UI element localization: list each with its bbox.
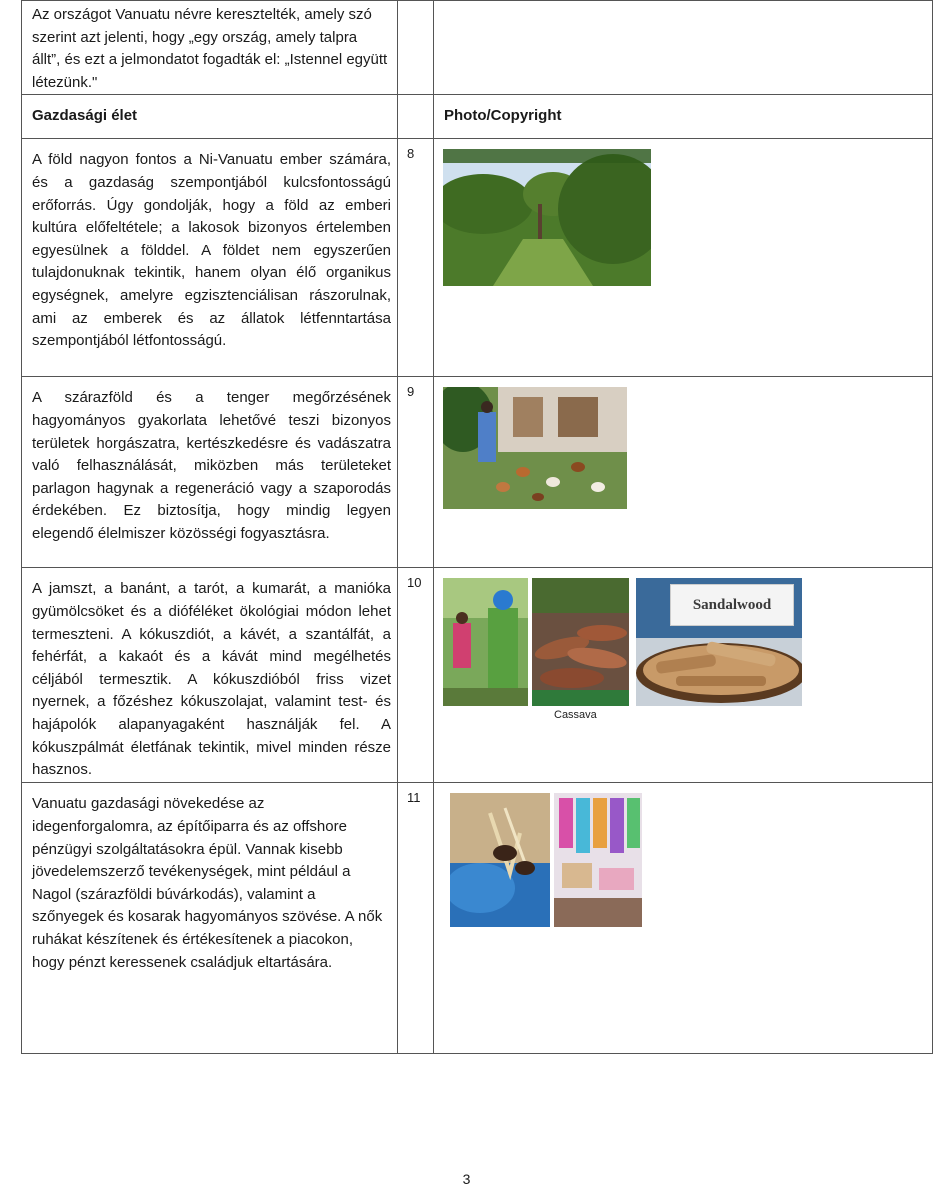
row10-num-cell xyxy=(398,568,434,783)
row11-text-cell xyxy=(22,783,398,1054)
row9-text: A szárazföld és a tenger megőrzésének hagyományos gyakorlata lehetővé teszi bizonyos területek horgászatra, kertészkedésre és vadászatra való felhasználását, miközben más területeket parlagon hagynak a regeneráció vagy a szaporodás érdekében. Ez biztosítja, hogy mindig legyen elegendő élelmiszer közösségi fogyasztásra. xyxy=(32,389,391,542)
women-market-photo xyxy=(443,578,528,706)
row9-num-cell xyxy=(398,377,434,568)
cassava-photo xyxy=(532,578,629,706)
garden-photo xyxy=(443,149,651,286)
row8-number: 8 xyxy=(407,146,415,162)
content-table xyxy=(21,0,933,1054)
table-row xyxy=(22,783,933,1054)
row11-photo-cell xyxy=(434,783,933,1054)
row10-number: 10 xyxy=(407,575,422,591)
row9-number: 9 xyxy=(407,384,415,400)
section-title: Gazdasági élet xyxy=(32,107,138,125)
intro-text: Az országot Vanuatu névre keresztelték, amely szó szerint azt jelenti, hogy „egy ország, amely talpra állt”, és ezt a jelmondatot fogadták el: „Istennel együtt létezünk." xyxy=(32,6,388,91)
row10-photo-cell xyxy=(434,568,933,783)
table-row xyxy=(22,568,933,783)
photo-title-cell xyxy=(434,95,933,139)
row8-num-cell xyxy=(398,139,434,377)
row10-text-cell xyxy=(22,568,398,783)
header-row xyxy=(22,95,933,139)
row11-text: Vanuatu gazdasági növekedése az idegenforgalomra, az építőiparra és az offshore pénzügyi szolgáltatásokra épül. Vannak kisebb jövedelemszerző tevékenységek, mint például a Nagol (szárazföldi búvárkodás), valamint a szőnyegek és kosarak hagyományos szövése. A nők ruhákat készítenek és értékesítenek a piacokon, hogy pénzt keressenek családjuk eltartására. xyxy=(32,795,383,971)
intro-row xyxy=(22,1,933,95)
row11-number: 11 xyxy=(407,790,421,806)
photo-copyright-title: Photo/Copyright xyxy=(444,107,562,125)
intro-text-cell xyxy=(22,1,398,95)
sandalwood-sign: Sandalwood xyxy=(670,584,794,626)
row9-text-cell xyxy=(22,377,398,568)
market-stall-photo xyxy=(554,793,642,927)
page-number: 3 xyxy=(462,1171,471,1187)
header-num-cell xyxy=(398,95,434,139)
table-row xyxy=(22,377,933,568)
intro-num-cell xyxy=(398,1,434,95)
intro-photo-cell xyxy=(434,1,933,95)
row8-text-cell xyxy=(22,139,398,377)
row8-photo-cell xyxy=(434,139,933,377)
table-row xyxy=(22,139,933,377)
section-title-cell xyxy=(22,95,398,139)
cassava-caption: Cassava xyxy=(554,709,597,722)
weaving-photo xyxy=(450,793,550,927)
chickens-photo xyxy=(443,387,627,509)
row8-text: A föld nagyon fontos a Ni-Vanuatu ember számára, és a gazdaság szempontjából kulcsfontosságú erőforrás. Úgy gondolják, hogy a föld az emberi kultúra előfeltétele; a lakosok bizonyos értelemben egyesülnek a földdel. A földet nem egyszerűen tulajdonuknak tekintik, hanem olyan élő organikus egységnek, amelyre egzisztenciálisan rászorulnak, ami az emberek és az állatok létfenntartása szempontjából létfontosságú. xyxy=(32,151,391,350)
row10-text: A jamszt, a banánt, a tarót, a kumarát, a manióka gyümölcsöket és a dióféléket ökológiai módon lehet termeszteni. A kókuszdiót, a kávét, a szantálfát, a fehérfát, a kakaót és a kávát mind megélhetés céljából termesztik. A kókuszdióból friss vizet nyernek, a főzéshez kókuszolajat, valamint test- és hajápolók alapanyagaként használják fel. A kókuszpálmát életfának tekintik, mivel minden része hasznos. xyxy=(32,580,391,779)
row11-num-cell xyxy=(398,783,434,1054)
row9-photo-cell xyxy=(434,377,933,568)
